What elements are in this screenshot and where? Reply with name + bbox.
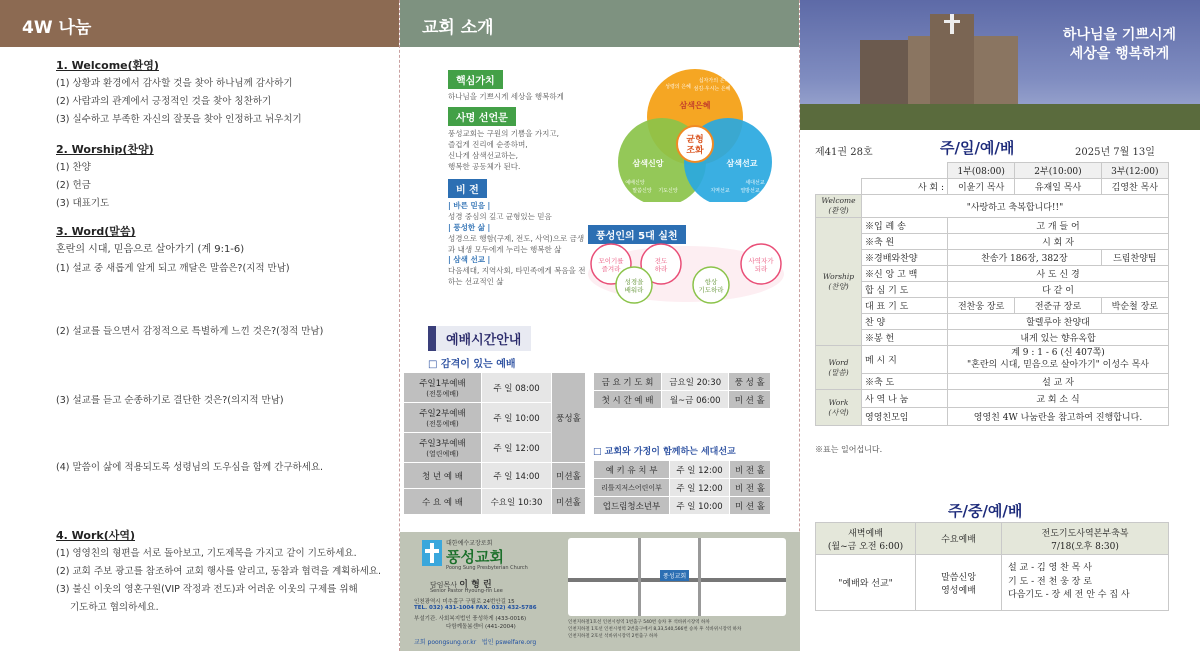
sermon	[948, 346, 1169, 374]
work-section	[0, 527, 400, 620]
service-name: 수 요 예 배	[404, 489, 482, 515]
service-time: 금요일 20:30	[662, 373, 729, 391]
sharing-title: 4W 나눔	[0, 0, 399, 47]
order-label: ※축 원	[862, 234, 948, 250]
location-map	[568, 538, 786, 616]
word-heading: 3. Word(말씀)	[56, 225, 136, 238]
weekday-head: 전도기도사역본부축복 7/18(오후 8:30)	[1002, 523, 1169, 555]
practice-text: 성경을	[624, 278, 644, 286]
vision-tag: 비 전	[448, 179, 487, 198]
host-label: 사 회 :	[862, 179, 948, 195]
word-theme: 혼란의 시대, 믿음으로 살아가기 (계 9:1-6)	[56, 244, 245, 255]
weekday-order-table	[815, 522, 1169, 611]
direction-line: 인천지하철 2호선 석바위시장역 2번출구 하차	[568, 633, 658, 639]
practice-text: 모이기를	[598, 257, 624, 265]
five-practice-tag: 풍성인의 5대 실천	[588, 225, 686, 244]
mission-text	[448, 129, 588, 173]
order-value: 내게 있는 향유옥합	[948, 330, 1169, 346]
hero-slogan	[1063, 26, 1176, 64]
order-value: 고 개 들 어	[948, 218, 1169, 234]
sermon-title: "혼란의 시대, 믿음으로 살아가기" 이성수 목사	[967, 359, 1149, 370]
weekday-cell: 말씀신앙 영성예배	[916, 555, 1002, 611]
schedule-title: 예배시간안내	[428, 326, 531, 351]
dept-time: 주 일 10:00	[670, 497, 730, 515]
service-name	[404, 433, 482, 463]
church-logo-text: 풍성교회	[446, 548, 504, 566]
welfare-website[interactable]: pswelfare.org	[495, 639, 537, 646]
order-label: 사 역 나 눔	[862, 390, 948, 408]
worship-item: (3) 대표기도	[56, 197, 110, 209]
weekday-head: 새벽예배 (월~금 오전 6:00)	[816, 523, 916, 555]
practice-text: 즐겨라	[601, 265, 621, 273]
mission-sub: 세대선교	[745, 180, 765, 186]
service-sub: (전통예배)	[426, 419, 459, 428]
sunday-order-table	[815, 162, 1169, 426]
order-value: 영영친 4W 나눔란을 참고하여 진행합니다.	[948, 408, 1169, 426]
dept-name: 예 키 유 치 부	[594, 461, 670, 479]
service-name: 금 요 기 도 회	[594, 373, 662, 391]
service-1-head: 1부(08:00)	[948, 163, 1015, 179]
mission-block	[448, 106, 588, 173]
work-item: (3) 불신 이웃의 영혼구원(VIP 작정과 전도)과 어려운 이웃의 구제를 위해	[56, 583, 358, 595]
service-name: 첫 시 간 예 배	[594, 391, 662, 409]
service-place: 미션홀	[552, 489, 586, 515]
dept-name: 업드림청소년부	[594, 497, 670, 515]
service-2-head: 2부(10:00)	[1015, 163, 1101, 179]
phone: TEL. 032) 431-1004 FAX. 032) 432-5786	[414, 605, 537, 611]
volume-number: 제41권 28호	[815, 147, 873, 158]
order-value: 찬송가 186장, 382장	[948, 250, 1102, 266]
faith-sub: 말씀신앙	[632, 188, 652, 194]
host-name: 김영찬 목사	[1101, 179, 1168, 195]
trees	[800, 104, 1200, 130]
mission-sub: 지역선교	[710, 188, 730, 194]
weekday-worship-title: 주/중/예/배	[948, 502, 1023, 520]
mission-line: 풍성교회는 구원의 기쁨을 가지고,	[448, 129, 559, 138]
order-label: ※경배와찬양	[862, 250, 948, 266]
generation-schedule-table	[593, 460, 771, 515]
welcome-heading: 1. Welcome(환영)	[56, 59, 159, 72]
host-name: 이윤기 목사	[948, 179, 1015, 195]
logo-en: Poong Sung Presbyterian Church	[446, 565, 528, 571]
practice-text: 되라	[754, 265, 768, 273]
affiliate-1: 부설기관. 사회복지법인 풍성하게 (433-0016)	[414, 616, 527, 622]
mission-tag: 사명 선언문	[448, 107, 516, 126]
pastor-en: Senior Pastor Hyoung-rin Lee	[430, 588, 503, 594]
pastor-label: 담임목사	[430, 581, 458, 589]
worship-item: (2) 헌금	[56, 179, 91, 191]
service-sub: (열린예배)	[426, 449, 459, 458]
order-value: 전준규 장로	[1015, 298, 1101, 314]
vision-block	[448, 178, 588, 288]
five-practice-bubbles	[586, 242, 786, 304]
order-value: 박순철 장로	[1101, 298, 1168, 314]
faith-sub: 예배신앙	[625, 180, 645, 186]
hero-line-1: 하나님을 기쁘시게	[1062, 27, 1176, 43]
service-place: 풍 성 홀	[729, 373, 771, 391]
mission-line: 행복한 공동체가 된다.	[448, 161, 521, 171]
welcome-item: (1) 상황과 환경에서 감사할 것을 찾아 하나님께 감사하기	[56, 78, 293, 89]
mission-line: 즐겁게 진리에 순종하며,	[448, 139, 528, 149]
weekday-head: 수요예배	[916, 523, 1002, 555]
faith-sub: 기도신앙	[658, 188, 678, 194]
church-map-marker: 풍성교회	[660, 570, 689, 581]
order-label: 대 표 기 도	[862, 298, 948, 314]
order-value: 할렐루야 찬양대	[1015, 314, 1101, 330]
order-label: ※축 도	[862, 374, 948, 390]
grace-sub: 성령의 은혜	[665, 84, 691, 90]
web-label: 교회	[414, 639, 426, 646]
question-1: (1) 설교 중 새롭게 알게 되고 깨달은 말씀은?(지적 만남)	[56, 262, 290, 274]
weekday-cell: "예배와 선교"	[816, 555, 916, 611]
service-time: 주 일 14:00	[482, 463, 552, 489]
core-value-block	[448, 69, 588, 103]
faith-label: 삼색신앙	[632, 159, 664, 168]
hero-line-2: 세상을 행복하게	[1069, 45, 1170, 62]
vision-list	[448, 201, 588, 288]
order-label: ※신 앙 고 백	[862, 266, 948, 282]
vision-text: 성경 중심의 깊고 균형있는 믿음	[448, 211, 552, 221]
stand-note: ※표는 일어섭니다.	[815, 445, 883, 454]
service-time: 주 일 08:00	[482, 373, 552, 403]
order-label: 영영친모임	[862, 408, 948, 426]
service-place: 풍성홀	[552, 373, 586, 463]
welcome-category: Welcome (환영)	[816, 195, 862, 218]
practice-text: 하라	[654, 265, 668, 273]
service-3-head: 3부(12:00)	[1101, 163, 1168, 179]
work-item: (1) 영영친의 형편을 서로 돌아보고, 기도제목을 가지고 같이 기도하세요.	[56, 548, 357, 559]
vision-sub: | 바른 믿음 |	[448, 201, 491, 210]
order-value: 전찬웅 장로	[948, 298, 1015, 314]
dept-name: 리틀지저스어린이부	[594, 479, 670, 497]
grace-sub: 섬김·우시는 은혜	[693, 86, 731, 92]
mission-sub: 열방선교	[740, 188, 760, 194]
practice-text: 전도	[654, 257, 668, 265]
affiliate-2: 다함께돌봄센터 (441-2004)	[446, 624, 516, 630]
practice-text: 배워라	[624, 286, 644, 294]
schedule-sub2: □ 교회와 가정이 함께하는 세대선교	[593, 447, 736, 457]
work-item-cont: 기도하고 협의하세요.	[70, 601, 159, 613]
church-info-card	[400, 532, 800, 651]
dept-place: 비 전 홀	[730, 479, 771, 497]
question-3: (3) 설교를 듣고 순종하기로 결단한 것은?(의지적 만남)	[56, 395, 284, 406]
question-2: (2) 설교를 들으면서 감정적으로 특별하게 느낀 것은?(정적 만남)	[56, 326, 324, 337]
vision-text: 성경으로 행함(구제, 전도, 사역)으로 금생과 내생 모두에게 누리는 행복한 삶	[448, 233, 585, 254]
core-value-tag: 핵심가치	[448, 70, 503, 89]
order-label: ※입 례 송	[862, 218, 948, 234]
dept-time: 주 일 12:00	[670, 461, 730, 479]
work-item: (2) 교회 주보 광고를 참조하여 교회 행사를 알리고, 동참과 협력을 계획하세요.	[56, 565, 382, 577]
grace-label: 삼색은혜	[679, 101, 711, 110]
address: 인천광역시 미추홀구 구월로 24번안길 15	[414, 599, 515, 605]
service-label: 주일2부예배	[419, 408, 466, 419]
direction-line: 인천지하철1호선 인천시청역 1번출구 540번 승차 후 석바위시장역 하차	[568, 620, 710, 625]
intro-title: 교회 소개	[400, 0, 799, 47]
service-sub: (전통예배)	[426, 389, 459, 398]
order-label: 합 심 기 도	[862, 282, 948, 298]
weekday-cell: 설 교 - 김 영 찬 목 사 기 도 - 전 천 웅 장 로 다음기도 - 장 세 전 안 수 집 사	[1002, 555, 1169, 611]
cross-bar	[944, 20, 960, 23]
service-place: 미션홀	[552, 463, 586, 489]
vision-sub: | 삼색 선교 |	[448, 255, 491, 265]
logo-sub: 대한예수교장로회	[446, 540, 493, 547]
service-name	[404, 403, 482, 433]
sunday-schedule-table	[403, 372, 586, 515]
web2-label: 법인	[481, 639, 494, 646]
five-practice-block	[588, 224, 686, 244]
harmony-text: 조화	[686, 146, 704, 156]
order-value: 드림찬양팀	[1101, 250, 1168, 266]
order-value: 시 회 자	[948, 234, 1169, 250]
church-logo-icon	[422, 540, 442, 566]
welcome-item: (3) 실수하고 부족한 자신의 잘못을 찾아 인정하고 뉘우치기	[56, 113, 302, 125]
word-section	[0, 223, 400, 280]
order-label: ※봉 헌	[862, 330, 948, 346]
word-category: Word (말씀)	[816, 346, 862, 390]
order-value: 사 도 신 경	[948, 266, 1169, 282]
order-label: 찬 양	[862, 314, 948, 330]
dept-place: 미 션 홀	[730, 497, 771, 515]
balance-text: 균형	[686, 135, 704, 145]
cross-icon	[950, 14, 954, 34]
practice-text: 사역자가	[748, 257, 774, 265]
order-value: 설 교 자	[948, 374, 1169, 390]
work-category: Work (사역)	[816, 390, 862, 426]
worship-heading: 2. Worship(찬양)	[56, 143, 154, 156]
three-color-venn	[600, 62, 790, 202]
vision-text: 다음세대, 지역사회, 타민족에게 복음을 전하는 선교적인 삶	[448, 266, 586, 287]
order-label: 메 시 지	[862, 346, 948, 374]
core-value-text: 하나님을 기쁘시게 세상을 행복하게	[448, 92, 564, 101]
work-heading: 4. Work(사역)	[56, 529, 136, 542]
order-value: 교 회 소 식	[948, 390, 1169, 408]
service-time: 주 일 10:00	[482, 403, 552, 433]
practice-text: 항상	[704, 278, 718, 286]
worship-item: (1) 찬양	[56, 162, 91, 173]
pastor-name: 이 형 린	[459, 580, 492, 590]
welcome-text: "사랑하고 축복합니다!!"	[862, 195, 1169, 218]
sharing-panel	[0, 0, 400, 651]
weekday-schedule-table	[593, 372, 771, 409]
service-time: 수요일 10:30	[482, 489, 552, 515]
service-name: 청 년 예 배	[404, 463, 482, 489]
welcome-section	[0, 57, 400, 132]
bulletin-date: 2025년 7월 13일	[1075, 147, 1155, 158]
worship-section	[0, 141, 400, 216]
worship-category: Worship (찬양)	[816, 218, 862, 346]
service-time: 주 일 12:00	[482, 433, 552, 463]
schedule-sub1: □ 감격이 있는 예배	[428, 359, 516, 370]
service-time: 월~금 06:00	[662, 391, 729, 409]
directions	[568, 620, 741, 640]
service-name	[404, 373, 482, 403]
direction-line: 인천지하철 1호선 인천시청역 2번출구에서 8,33,540,566번 승차 후 석바위시장역 하차	[568, 626, 742, 632]
dept-time: 주 일 12:00	[670, 479, 730, 497]
order-value: 다 같 이	[948, 282, 1169, 298]
welcome-item: (2) 사람과의 관계에서 긍정적인 것을 찾아 칭찬하기	[56, 95, 272, 107]
dept-place: 비 전 홀	[730, 461, 771, 479]
practice-text: 기도하라	[698, 286, 724, 294]
sunday-worship-title: 주/일/예/배	[940, 139, 1015, 157]
sermon-text: 계 9 : 1 - 6 (신 407쪽)	[1011, 347, 1105, 358]
host-name: 유재일 목사	[1015, 179, 1101, 195]
church-website[interactable]: poongsung.or.kr	[427, 639, 477, 646]
grace-sub: 십자가의 은혜	[698, 78, 730, 84]
church-hero-image	[800, 0, 1200, 130]
mission-label: 삼색선교	[726, 159, 758, 168]
vision-sub: | 풍성한 삶 |	[448, 222, 491, 232]
service-place: 미 션 홀	[729, 391, 771, 409]
service-label: 주일1부예배	[419, 378, 466, 389]
question-4: (4) 말씀이 삶에 적용되도록 성령님의 도우심을 함께 간구하세요.	[56, 462, 324, 473]
service-label: 주일3부예배	[419, 438, 466, 449]
mission-line: 신나게 삼색선교하는,	[448, 150, 518, 160]
